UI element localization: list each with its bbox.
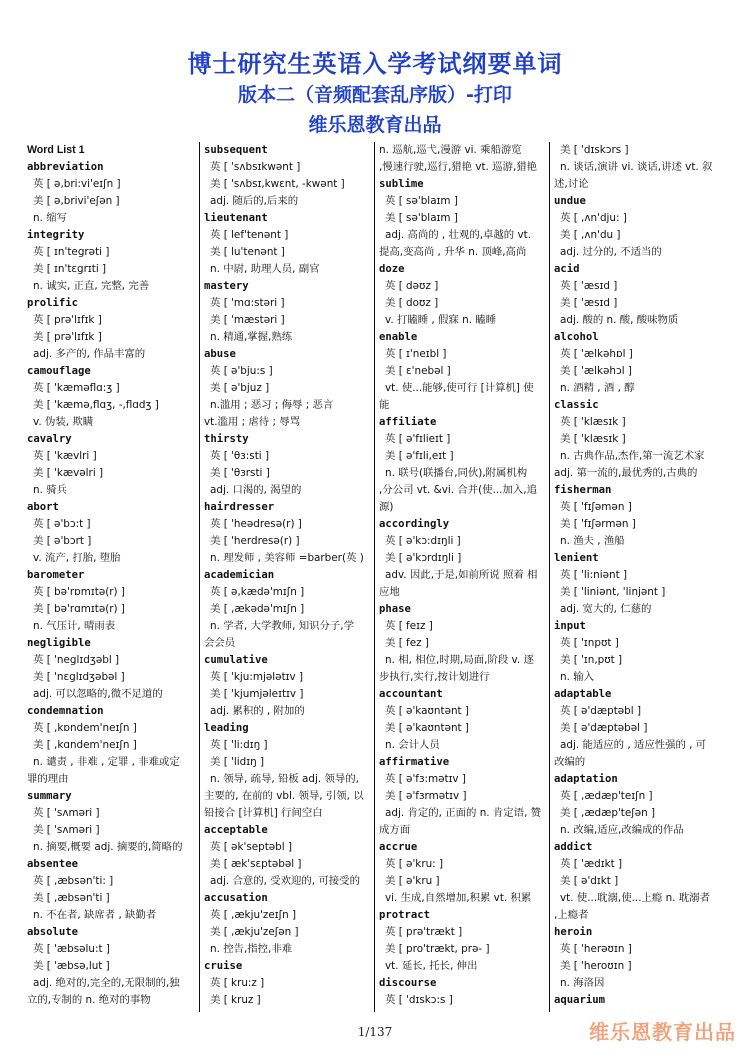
pronunciation-uk: 英 [ ,ædæp'teɪʃn ] <box>560 790 653 802</box>
word-entry <box>204 567 370 652</box>
word-entry <box>379 142 545 176</box>
word-entry <box>554 142 721 193</box>
word-entry <box>204 890 370 958</box>
pronunciation-uk: 英 [ ,ʌn'dju: ] <box>560 212 627 224</box>
pronunciation-us: 美 [ 'kæmə,flɑʒ, -,flɑdʒ ] <box>33 399 159 411</box>
pronunciation-uk: 英 [ 'herəʊɪn ] <box>560 943 632 955</box>
definition-continued: 步执行,实行,按计划进行 <box>379 671 490 683</box>
definition: n. 精通,掌握,熟练 <box>210 331 293 343</box>
word-entry <box>554 550 721 618</box>
headword: adaptable <box>554 688 612 700</box>
pronunciation-us: 美 [ 'heroʊɪn ] <box>560 960 632 972</box>
word-entry <box>27 363 195 431</box>
headword: accrue <box>379 841 418 853</box>
word-column <box>375 142 550 1012</box>
pronunciation-us: 美 [ 'klæsɪk ] <box>560 433 626 445</box>
word-entry <box>379 414 545 516</box>
definition: n. 不在者, 缺席者 , 缺勤者 <box>33 909 157 921</box>
pronunciation-us: 美 [ 'ɪn,pʊt ] <box>560 654 623 666</box>
word-entry <box>204 431 370 499</box>
pronunciation-uk: 英 [ ə'dæptəbl ] <box>560 705 641 717</box>
pronunciation-uk: 英 [ ə'kru: ] <box>385 858 444 870</box>
headword: barometer <box>27 569 85 581</box>
pronunciation-uk: 英 [ bə'rɒmɪtə(r) ] <box>33 586 125 598</box>
pronunciation-us: 美 [ ə'dɪkt ] <box>560 875 619 887</box>
word-entry <box>204 210 370 278</box>
headword: prolific <box>27 297 79 309</box>
word-entry <box>554 924 721 992</box>
definition-continued: adj. 第一流的,最优秀的,古典的 <box>554 467 698 479</box>
headword: academician <box>204 569 275 581</box>
word-entry <box>27 856 195 924</box>
word-entry <box>554 397 721 482</box>
word-entry <box>27 227 195 295</box>
pronunciation-us: 美 [ fez ] <box>385 637 429 649</box>
headword: subsequent <box>204 144 268 156</box>
pronunciation-us: 美 [ pro'trækt, prə- ] <box>385 943 490 955</box>
pronunciation-uk: 英 [ 'li:dɪŋ ] <box>210 739 268 751</box>
pronunciation-us: 美 [ ə,brivi'eʃən ] <box>33 195 120 207</box>
pronunciation-uk: 英 [ ə'kɔ:dɪŋli ] <box>385 535 461 547</box>
definition-continued: 应地 <box>379 586 400 598</box>
pronunciation-uk: 英 [ prə'lɪfɪk ] <box>33 314 102 326</box>
definition: n. 诚实, 正直, 完整, 完善 <box>33 280 150 292</box>
pronunciation-uk: 英 [ 'sʌbsɪkwənt ] <box>210 161 301 173</box>
definition: adj. 酸的 n. 酸, 酸味物质 <box>560 314 679 326</box>
definition: adj. 随后的,后来的 <box>210 195 299 207</box>
word-entry <box>379 839 545 907</box>
definition: n. 气压计, 晴雨表 <box>33 620 116 632</box>
word-entry <box>27 142 195 159</box>
definition: n. 联号(联播台,同伙),附属机构 <box>385 467 528 479</box>
definition: vt. 延长, 托长, 伸出 <box>385 960 478 972</box>
word-entry <box>554 261 721 329</box>
headword: abuse <box>204 348 236 360</box>
definition: v. 伪装, 欺瞒 <box>33 416 94 428</box>
pronunciation-us: 美 [ æk'sɛptəbəl ] <box>210 858 302 870</box>
pronunciation-us: 美 [ 'lidɪŋ ] <box>210 756 265 768</box>
headword: affirmative <box>379 756 450 768</box>
headword: camouflage <box>27 365 91 377</box>
pronunciation-us: 美 [ ə'kaʊntənt ] <box>385 722 469 734</box>
pronunciation-uk: 英 [ 'ædɪkt ] <box>560 858 623 870</box>
pronunciation-us: 美 [ ə'bɔrt ] <box>33 535 92 547</box>
pronunciation-us: 美 [ 'kævəlri ] <box>33 467 104 479</box>
pronunciation-uk: 英 [ ɪn'tegrəti ] <box>33 246 110 258</box>
pronunciation-us: 美 [ ,ækədə'mɪʃn ] <box>210 603 305 615</box>
pronunciation-uk: 英 [ 'klæsɪk ] <box>560 416 626 428</box>
headword: hairdresser <box>204 501 275 513</box>
word-entry <box>379 754 545 839</box>
pronunciation-uk: 英 [ 'sʌməri ] <box>33 807 100 819</box>
pronunciation-uk: 英 [ ə'fɪlieɪt ] <box>385 433 451 445</box>
headword: accusation <box>204 892 268 904</box>
pronunciation-uk: 英 [ 'fɪʃəmən ] <box>560 501 632 513</box>
pronunciation-uk: 英 [ feɪz ] <box>385 620 433 632</box>
pronunciation-uk: 英 [ 'θɜ:sti ] <box>210 450 270 462</box>
headword: lieutenant <box>204 212 268 224</box>
definition: n. 理发师 , 美容师 =barber(英 ) <box>210 552 364 564</box>
definition: adj. 口渴的, 渴望的 <box>210 484 302 496</box>
pronunciation-uk: 英 [ ə,bri:vi'eɪʃn ] <box>33 178 121 190</box>
word-entry <box>379 176 545 261</box>
headword: condemnation <box>27 705 104 717</box>
definition: n. 摘要,概要 adj. 摘要的,简略的 <box>33 841 183 853</box>
word-entry <box>27 295 195 363</box>
pronunciation-us: 美 [ doʊz ] <box>385 297 439 309</box>
pronunciation-uk: 英 [ 'kæməflɑ:ʒ ] <box>33 382 120 394</box>
document-title: 博士研究生英语入学考试纲要单词 <box>187 50 563 78</box>
word-entry <box>27 788 195 856</box>
headword: undue <box>554 195 586 207</box>
headword: discourse <box>379 977 437 989</box>
pronunciation-uk: 英 [ ə'fɜ:mətɪv ] <box>385 773 466 785</box>
definition: n.滥用 ; 恶习 ; 侮辱 ; 恶言 <box>210 399 334 411</box>
word-entry <box>379 516 545 601</box>
word-entry <box>379 601 545 686</box>
headword: absentee <box>27 858 79 870</box>
pronunciation-uk: 英 [ kru:z ] <box>210 977 265 989</box>
headword: addict <box>554 841 593 853</box>
headword: adaptation <box>554 773 618 785</box>
headword: leading <box>204 722 249 734</box>
headword: fisherman <box>554 484 612 496</box>
pronunciation-us: 美 [ ə'fɜrmətɪv ] <box>385 790 467 802</box>
pronunciation-us: 美 [ ,ʌn'du ] <box>560 229 621 241</box>
pronunciation-uk: 英 [ dəʊz ] <box>385 280 439 292</box>
word-entry <box>204 720 370 822</box>
pronunciation-us: 美 [ ə'bjuz ] <box>210 382 270 394</box>
pronunciation-uk: 英 [ 'li:niənt ] <box>560 569 628 581</box>
definition-continued: 能 <box>379 399 390 411</box>
definition: n. 巡航,巡弋,漫游 vi. 乘船游览 <box>379 144 522 156</box>
headword: sublime <box>379 178 424 190</box>
definition: adj. 肯定的, 正面的 n. 肯定语, 赞 <box>385 807 542 819</box>
pronunciation-us: 美 [ ə'kɔrdɪŋli ] <box>385 552 462 564</box>
word-entry <box>554 193 721 261</box>
definition: n. 中尉, 助理人员, 副官 <box>210 263 320 275</box>
definition: adv. 因此,于是,如前所说 照着 相 <box>385 569 538 581</box>
definition: n. 学者, 大学教师, 知识分子,学 <box>210 620 355 632</box>
pronunciation-uk: 英 [ ,ækju'zeɪʃn ] <box>210 909 297 921</box>
document-subtitle: 版本二（音频配套乱序版）-打印 <box>238 84 512 106</box>
pronunciation-us: 美 [ 'herdresə(r) ] <box>210 535 300 547</box>
pronunciation-us: 美 [ 'æsɪd ] <box>560 297 618 309</box>
word-entry <box>379 907 545 975</box>
page-number: 1/137 <box>357 1025 393 1039</box>
pronunciation-us: 美 [ ,ædæp'teʃən ] <box>560 807 656 819</box>
definition-continued: ,慢速行驶,巡行,猎艳 vt. 巡游,猎艳 <box>379 161 538 173</box>
headword: accordingly <box>379 518 450 530</box>
pronunciation-us: 美 [ 'nɛglɪdʒəbəl ] <box>33 671 125 683</box>
definition: n. 海洛因 <box>560 977 605 989</box>
definition: vi. 生成,自然增加,积累 vt. 积累 <box>385 892 532 904</box>
pronunciation-us: 美 [ 'dɪskɔrs ] <box>560 144 629 156</box>
word-entry <box>204 958 370 1009</box>
pronunciation-uk: 英 [ 'kju:mjələtɪv ] <box>210 671 304 683</box>
pronunciation-us: 美 [ ə'fɪli,eɪt ] <box>385 450 454 462</box>
word-column <box>25 142 200 1012</box>
publisher-line: 维乐恩教育出品 <box>308 114 442 136</box>
word-entry <box>554 618 721 686</box>
headword: acid <box>554 263 580 275</box>
pronunciation-us: 美 [ ə'dæptəbəl ] <box>560 722 648 734</box>
pronunciation-us: 美 [ ,kɑndem'neɪʃn ] <box>33 739 137 751</box>
pronunciation-uk: 英 [ ɪ'neɪbl ] <box>385 348 447 360</box>
pronunciation-us: 美 [ ə'kru ] <box>385 875 440 887</box>
headword: enable <box>379 331 418 343</box>
headword: lenient <box>554 552 599 564</box>
pronunciation-uk: 英 [ ə'bju:s ] <box>210 365 273 377</box>
headword: input <box>554 620 586 632</box>
definition: n. 改编,适应,改编成的作品 <box>560 824 684 836</box>
word-entry <box>204 142 370 210</box>
pronunciation-uk: 英 [ 'ɪnpʊt ] <box>560 637 619 649</box>
word-entry <box>554 482 721 550</box>
definition: v. 打瞌睡 , 假寐 n. 瞌睡 <box>385 314 497 326</box>
headword: classic <box>554 399 599 411</box>
pronunciation-uk: 英 [ sə'blaɪm ] <box>385 195 458 207</box>
definition-continued: ,上瘾者 <box>554 909 589 921</box>
definition: adj. 多产的, 作品丰富的 <box>33 348 146 360</box>
pronunciation-us: 美 [ 'θɜrsti ] <box>210 467 270 479</box>
definition-continued: 铅接合 [计算机] 行间空白 <box>204 807 323 819</box>
word-entry <box>27 499 195 567</box>
headword: cruise <box>204 960 243 972</box>
pronunciation-uk: 英 [ lef'tenənt ] <box>210 229 289 241</box>
word-entry <box>27 924 195 1009</box>
definition: adj. 绝对的,完全的,无限制的,独 <box>33 977 180 989</box>
pronunciation-uk: 英 [ 'æbsəlu:t ] <box>33 943 110 955</box>
definition: n. 骑兵 <box>33 484 67 496</box>
pronunciation-us: 美 [ 'æbsə,lut ] <box>33 960 110 972</box>
word-entry <box>379 686 545 754</box>
pronunciation-us: 美 [ ,ækju'zeʃən ] <box>210 926 299 938</box>
pronunciation-uk: 英 [ prə'trækt ] <box>385 926 463 938</box>
definition-continued: 提高,变高尚 , 升华 n. 顶峰,高尚 <box>379 246 527 258</box>
definition-continued: 述,讨论 <box>554 178 589 190</box>
word-entry <box>554 329 721 397</box>
headword: alcohol <box>554 331 599 343</box>
pronunciation-uk: 英 [ 'ælkəhɒl ] <box>560 348 633 360</box>
definition: adj. 宽大的, 仁慈的 <box>560 603 652 615</box>
headword: thirsty <box>204 433 249 445</box>
pronunciation-uk: 英 [ 'kævlri ] <box>33 450 97 462</box>
word-entry <box>27 159 195 227</box>
pronunciation-us: 美 [ prə'lɪfɪk ] <box>33 331 102 343</box>
word-entry <box>204 822 370 890</box>
definition: adj. 合意的, 受欢迎的, 可接受的 <box>210 875 360 887</box>
headword: aquarium <box>554 994 606 1006</box>
word-entry <box>27 703 195 788</box>
pronunciation-us: 美 [ kruz ] <box>210 994 261 1006</box>
pronunciation-us: 美 [ ɪn'tɛgrɪti ] <box>33 263 107 275</box>
definition-continued: 改编的 <box>554 756 586 768</box>
headword: negligible <box>27 637 91 649</box>
headword: mastery <box>204 280 249 292</box>
word-entry <box>554 992 721 1009</box>
headword: cavalry <box>27 433 72 445</box>
definition: adj. 过分的, 不适当的 <box>560 246 662 258</box>
word-entry <box>554 771 721 839</box>
definition: vt. 使...耽溺,使...上瘾 n. 耽溺者 <box>560 892 710 904</box>
definition-continued: 罪的理由 <box>27 773 69 785</box>
definition-continued: 成方面 <box>379 824 411 836</box>
definition: n. 渔夫 , 渔船 <box>560 535 625 547</box>
pronunciation-us: 美 [ 'liniənt, 'linjənt ] <box>560 586 666 598</box>
word-entry <box>554 686 721 771</box>
headword: doze <box>379 263 405 275</box>
headword: summary <box>27 790 72 802</box>
headword: affiliate <box>379 416 437 428</box>
word-entry <box>204 652 370 720</box>
definition: n. 控告,指控,非难 <box>210 943 293 955</box>
definition: n. 领导, 疏导, 铅板 adj. 领导的, <box>210 773 359 785</box>
word-entry <box>27 635 195 703</box>
word-entry <box>379 975 545 1009</box>
pronunciation-uk: 英 [ 'æsɪd ] <box>560 280 618 292</box>
definition: n. 酒精 , 酒 , 醇 <box>560 382 635 394</box>
pronunciation-us: 美 [ 'kjumjəleɪtɪv ] <box>210 688 304 700</box>
definition: n. 缩写 <box>33 212 67 224</box>
pronunciation-us: 美 [ 'sʌbsɪ,kwɛnt, -kwənt ] <box>210 178 345 190</box>
headword: heroin <box>554 926 593 938</box>
definition: n. 输入 <box>560 671 594 683</box>
definition: adj. 可以忽略的,微不足道的 <box>33 688 163 700</box>
pronunciation-us: 美 [ 'sʌməri ] <box>33 824 100 836</box>
pronunciation-us: 美 [ sə'blaɪm ] <box>385 212 458 224</box>
pronunciation-us: 美 [ 'fɪʃərmən ] <box>560 518 636 530</box>
pronunciation-uk: 英 [ ,kɒndem'neɪʃn ] <box>33 722 137 734</box>
definition: adj. 高尚的 , 壮观的,卓越的 vt. <box>385 229 532 241</box>
headword: abort <box>27 501 59 513</box>
pronunciation-uk: 英 [ ə'kaʊntənt ] <box>385 705 469 717</box>
definition: n. 古典作品,杰作,第一流艺术家 <box>560 450 705 462</box>
pronunciation-us: 美 [ ɛ'nebəl ] <box>385 365 451 377</box>
word-entry <box>27 431 195 499</box>
word-list-columns <box>25 142 725 1012</box>
word-entry <box>379 261 545 329</box>
pronunciation-uk: 英 [ ə,kædə'mɪʃn ] <box>210 586 305 598</box>
definition-continued: ,分公司 vt. &vi. 合并(使...加入,追 <box>379 484 537 496</box>
headword: protract <box>379 909 431 921</box>
definition-continued: 主要的, 在前的 vbl. 领导, 引领, 以 <box>204 790 364 802</box>
pronunciation-uk: 英 [ 'mɑ:stəri ] <box>210 297 285 309</box>
headword: phase <box>379 603 411 615</box>
headword: acceptable <box>204 824 268 836</box>
word-entry <box>27 567 195 635</box>
word-entry <box>379 329 545 414</box>
pronunciation-uk: 英 [ 'neglɪdʒəbl ] <box>33 654 120 666</box>
pronunciation-uk: 英 [ 'heədresə(r) ] <box>210 518 302 530</box>
definition-continued: 立的,专制的 n. 绝对的事物 <box>27 994 151 1006</box>
headword: abbreviation <box>27 161 104 173</box>
pronunciation-us: 美 [ ,æbsən'ti ] <box>33 892 110 904</box>
pronunciation-us: 美 [ lu'tenənt ] <box>210 246 285 258</box>
headword: integrity <box>27 229 85 241</box>
definition: adj. 累积的 , 附加的 <box>210 705 305 717</box>
word-entry <box>204 278 370 346</box>
definition: n. 相, 相位,时期,局面,阶段 v. 逐 <box>385 654 534 666</box>
pronunciation-uk: 英 [ ,æbsən'ti: ] <box>33 875 114 887</box>
word-entry <box>554 839 721 924</box>
word-entry <box>204 499 370 567</box>
pronunciation-uk: 英 [ ək'septəbl ] <box>210 841 293 853</box>
headword: accountant <box>379 688 443 700</box>
word-column <box>550 142 725 1012</box>
pronunciation-us: 美 [ bə'rɑmɪtə(r) ] <box>33 603 125 615</box>
pronunciation-us: 美 [ 'mæstəri ] <box>210 314 285 326</box>
pronunciation-uk: 英 [ ə'bɔ:t ] <box>33 518 91 530</box>
pronunciation-us: 美 [ 'ælkəhɔl ] <box>560 365 632 377</box>
headword: cumulative <box>204 654 268 666</box>
definition: adj. 能适应的 , 适应性强的 , 可 <box>560 739 707 751</box>
definition: v. 流产, 打胎, 堕胎 <box>33 552 121 564</box>
definition-continued: 源) <box>379 501 394 513</box>
watermark-logo: 维乐恩教育出品 <box>589 1020 736 1044</box>
word-entry <box>204 346 370 431</box>
definition: n. 谴责 , 非难 , 定罪 , 非难或定 <box>33 756 180 768</box>
definition-continued: vt.滥用 ; 虐待 ; 辱骂 <box>204 416 301 428</box>
word-list-heading: Word List 1 <box>27 144 85 156</box>
definition: n. 会计人员 <box>385 739 440 751</box>
word-column <box>200 142 375 1012</box>
definition-continued: 会会员 <box>204 637 236 649</box>
headword: absolute <box>27 926 79 938</box>
definition: n. 谈话,演讲 vi. 谈话,讲述 vt. 叙 <box>560 161 713 173</box>
definition: vt. 使...能够,使可行 [计算机] 使 <box>385 382 534 394</box>
pronunciation-uk: 英 [ 'dɪskɔ:s ] <box>385 994 453 1006</box>
